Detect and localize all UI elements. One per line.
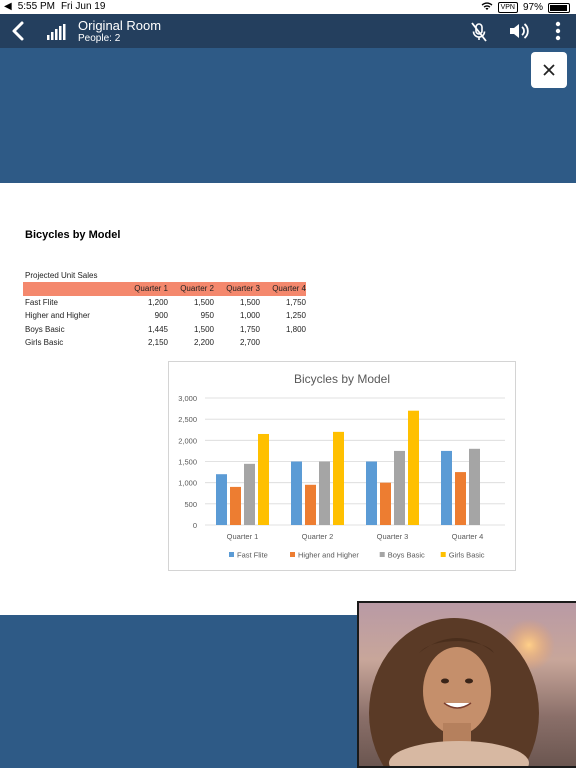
- bar-girls-basic: [333, 432, 344, 525]
- bar-boys-basic: [244, 464, 255, 525]
- legend-label: Boys Basic: [387, 550, 425, 560]
- y-tick-label: 3,000: [178, 394, 197, 403]
- x-tick-label: Quarter 3: [376, 532, 409, 541]
- status-bar: [0, 0, 576, 14]
- y-tick-label: 0: [192, 521, 197, 530]
- back-to-app-icon[interactable]: ◀: [4, 1, 12, 12]
- room-header: [0, 14, 576, 48]
- table-cell: 1,250: [285, 311, 306, 321]
- bar-higher-and-higher: [380, 483, 391, 525]
- speaker-icon[interactable]: [508, 21, 530, 41]
- table-cell: Fast Flite: [25, 297, 58, 307]
- x-tick-label: Quarter 1: [226, 532, 259, 541]
- y-tick-label: 2,500: [178, 415, 197, 425]
- bar-higher-and-higher: [455, 472, 466, 525]
- table-header-cell: Quarter 4: [272, 284, 306, 294]
- table-cell: 1,800: [285, 324, 306, 334]
- bar-chart: [168, 361, 516, 571]
- y-tick-label: 1,500: [178, 457, 197, 467]
- table-caption: Projected Unit Sales: [25, 271, 98, 280]
- wifi-icon: [481, 1, 493, 14]
- battery-icon: [548, 3, 570, 13]
- table-row: [23, 336, 306, 350]
- y-tick-label: 500: [184, 499, 197, 509]
- more-vertical-icon[interactable]: [552, 20, 564, 42]
- sales-table: [23, 282, 306, 350]
- shared-slide: [0, 183, 576, 615]
- table-cell: Boys Basic: [25, 324, 65, 334]
- table-header-cell: Quarter 2: [180, 284, 214, 294]
- bar-girls-basic: [408, 411, 419, 525]
- close-button[interactable]: [531, 52, 567, 88]
- status-date: Fri Jun 19: [60, 1, 106, 12]
- y-tick-label: 1,000: [178, 478, 197, 488]
- table-header-cell: Quarter 1: [134, 284, 168, 294]
- back-chevron-icon[interactable]: [8, 20, 28, 42]
- table-cell: 1,500: [193, 324, 214, 334]
- table-cell: 2,150: [147, 338, 168, 348]
- x-tick-label: Quarter 2: [301, 532, 334, 541]
- bar-fast-flite: [441, 451, 452, 525]
- table-row: [23, 296, 306, 310]
- bar-fast-flite: [291, 462, 302, 526]
- people-count: People: 2: [78, 33, 121, 44]
- table-cell: 950: [200, 311, 214, 321]
- table-cell: Higher and Higher: [25, 311, 90, 321]
- legend-swatch: [380, 552, 385, 557]
- legend-label: Fast Flite: [237, 550, 268, 560]
- legend-swatch: [229, 552, 234, 557]
- bar-fast-flite: [366, 462, 377, 526]
- table-cell: 1,000: [239, 311, 260, 321]
- bar-fast-flite: [216, 474, 227, 525]
- table-row: [23, 309, 306, 323]
- signal-bars-icon: [46, 24, 66, 40]
- mic-muted-icon[interactable]: [470, 22, 488, 42]
- bar-higher-and-higher: [230, 487, 241, 525]
- legend-label: Girls Basic: [448, 550, 485, 560]
- table-row: [23, 323, 306, 337]
- table-cell: 1,500: [239, 297, 260, 307]
- bar-boys-basic: [319, 462, 330, 526]
- table-cell: Girls Basic: [25, 338, 64, 348]
- table-header-cell: Quarter 3: [226, 284, 260, 294]
- bar-higher-and-higher: [305, 485, 316, 525]
- legend-swatch: [290, 552, 295, 557]
- y-tick-label: 2,000: [178, 436, 197, 446]
- x-tick-label: Quarter 4: [451, 532, 484, 541]
- table-cell: 1,445: [147, 324, 168, 334]
- close-icon: [531, 52, 567, 88]
- participant-video[interactable]: [357, 601, 576, 768]
- battery-percent: 97%: [522, 2, 543, 13]
- table-cell: 1,200: [147, 297, 168, 307]
- table-cell: 1,750: [285, 297, 306, 307]
- legend-swatch: [441, 552, 446, 557]
- legend-label: Higher and Higher: [298, 550, 359, 560]
- bar-girls-basic: [258, 434, 269, 525]
- status-time: 5:55 PM: [17, 1, 55, 12]
- chart-title: Bicycles by Model: [293, 372, 391, 386]
- room-title: Original Room: [78, 18, 162, 33]
- chart-canvas: [169, 362, 515, 570]
- table-cell: 1,750: [239, 324, 260, 334]
- table-cell: 1,500: [193, 297, 214, 307]
- table-header-row: [23, 282, 306, 296]
- bar-boys-basic: [394, 451, 405, 525]
- table-cell: 2,700: [239, 338, 260, 348]
- table-cell: 900: [154, 311, 168, 321]
- bar-boys-basic: [469, 449, 480, 525]
- vpn-badge: VPN: [498, 2, 518, 13]
- slide-title: Bicycles by Model: [25, 229, 121, 241]
- participant-image: [359, 603, 576, 766]
- table-cell: 2,200: [193, 338, 214, 348]
